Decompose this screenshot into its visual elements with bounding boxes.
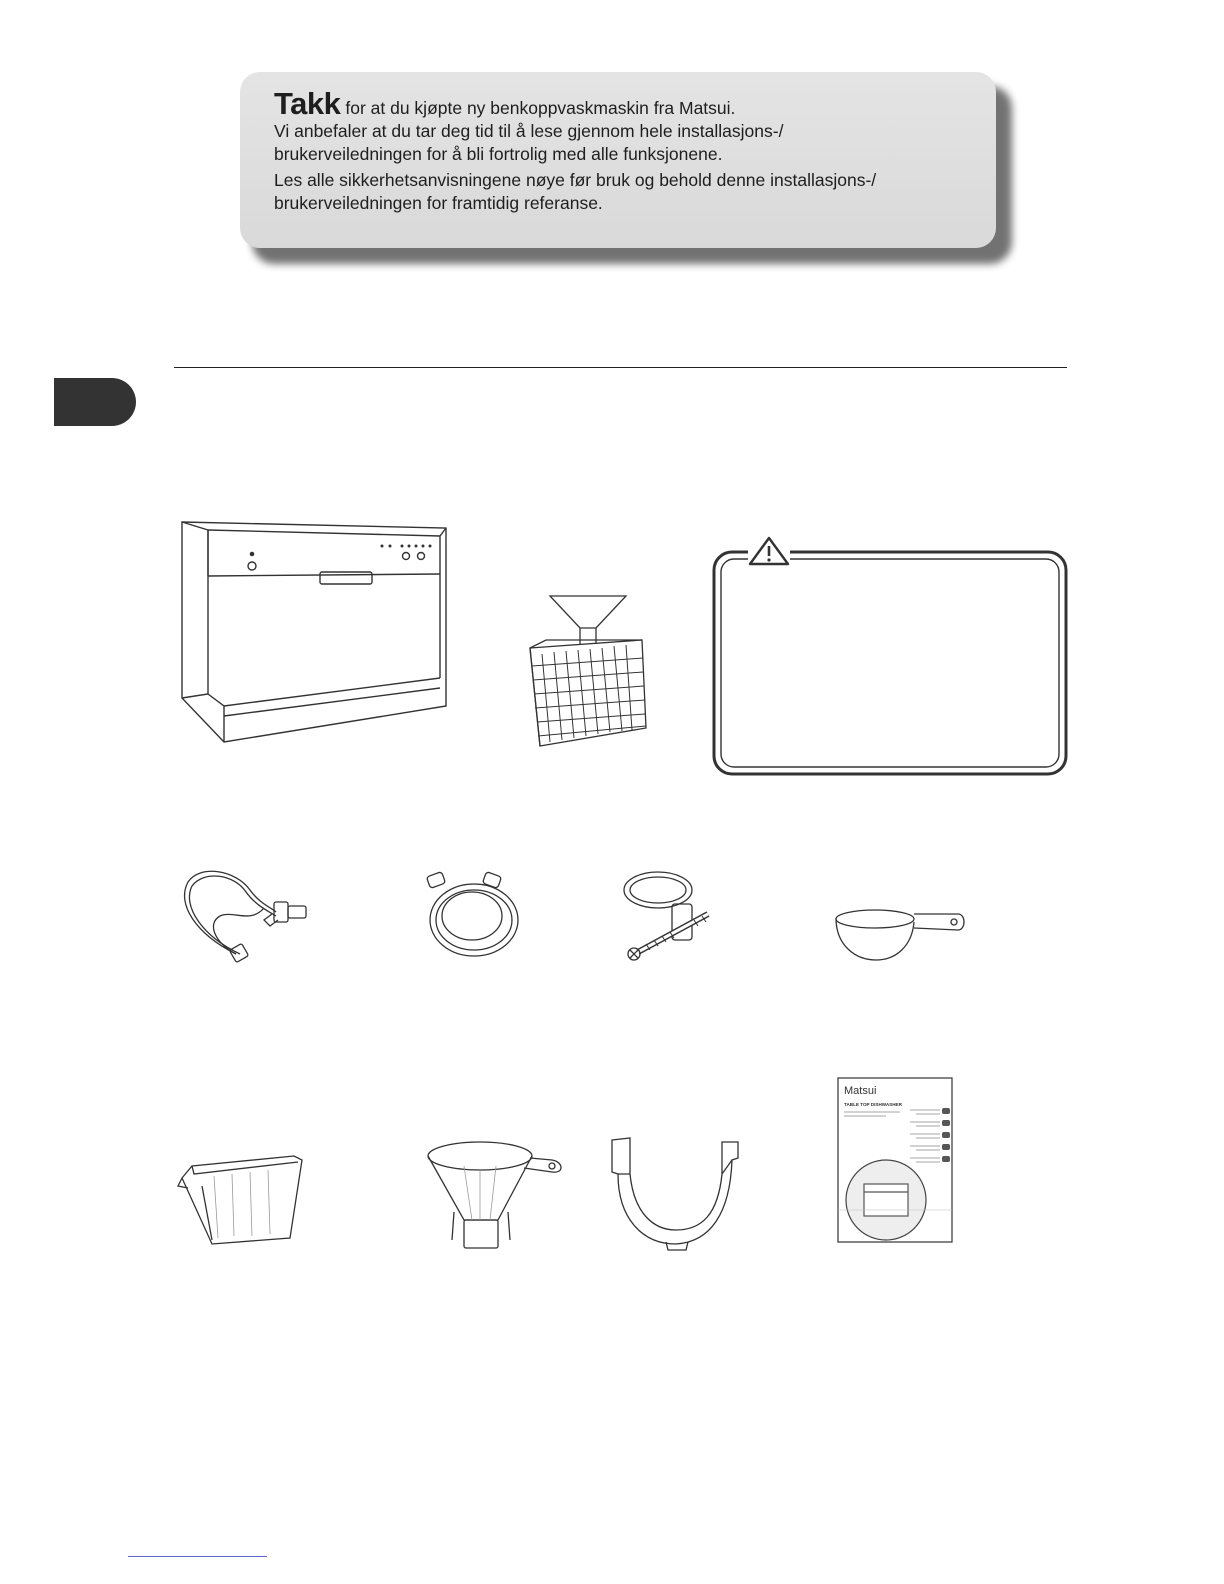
intro-line-2: Vi anbefaler at du tar deg tid til å lese gjennom hele installasjons-/ — [274, 121, 784, 141]
measuring-scoop-image — [832, 902, 968, 966]
hose-clamp-image — [618, 864, 724, 962]
cutlery-basket-image — [522, 588, 654, 754]
drain-hose-image — [422, 866, 526, 962]
intro-box — [240, 72, 996, 248]
side-tab — [54, 378, 136, 426]
intro-line-1-text: for at du kjøpte ny benkoppvaskmaskin fra Matsui. — [345, 98, 736, 118]
measuring-jug-image — [174, 1152, 308, 1250]
funnel-image — [424, 1136, 566, 1254]
intro-line-3: brukerveiledningen for å bli fortrolig med alle funksjonene. — [274, 144, 723, 164]
u-bracket-image — [606, 1134, 746, 1252]
inlet-hose-image — [176, 864, 312, 964]
intro-line-5: brukerveiledningen for framtidig referanse. — [274, 193, 603, 213]
footer-link-underline — [128, 1556, 267, 1557]
manual-title: TABLE TOP DISHWASHER — [844, 1102, 902, 1107]
section-divider — [174, 367, 1067, 368]
takk-heading: Takk — [274, 86, 341, 121]
intro-line-1 — [274, 86, 966, 121]
intro-line-4: Les alle sikkerhetsanvisningene nøye før bruk og behold denne installasjons-/ — [274, 170, 877, 190]
dishwasher-image — [176, 516, 452, 750]
manual-brand: Matsui — [844, 1085, 877, 1097]
warning-panel — [710, 532, 1070, 778]
manual-booklet-image — [836, 1076, 954, 1244]
